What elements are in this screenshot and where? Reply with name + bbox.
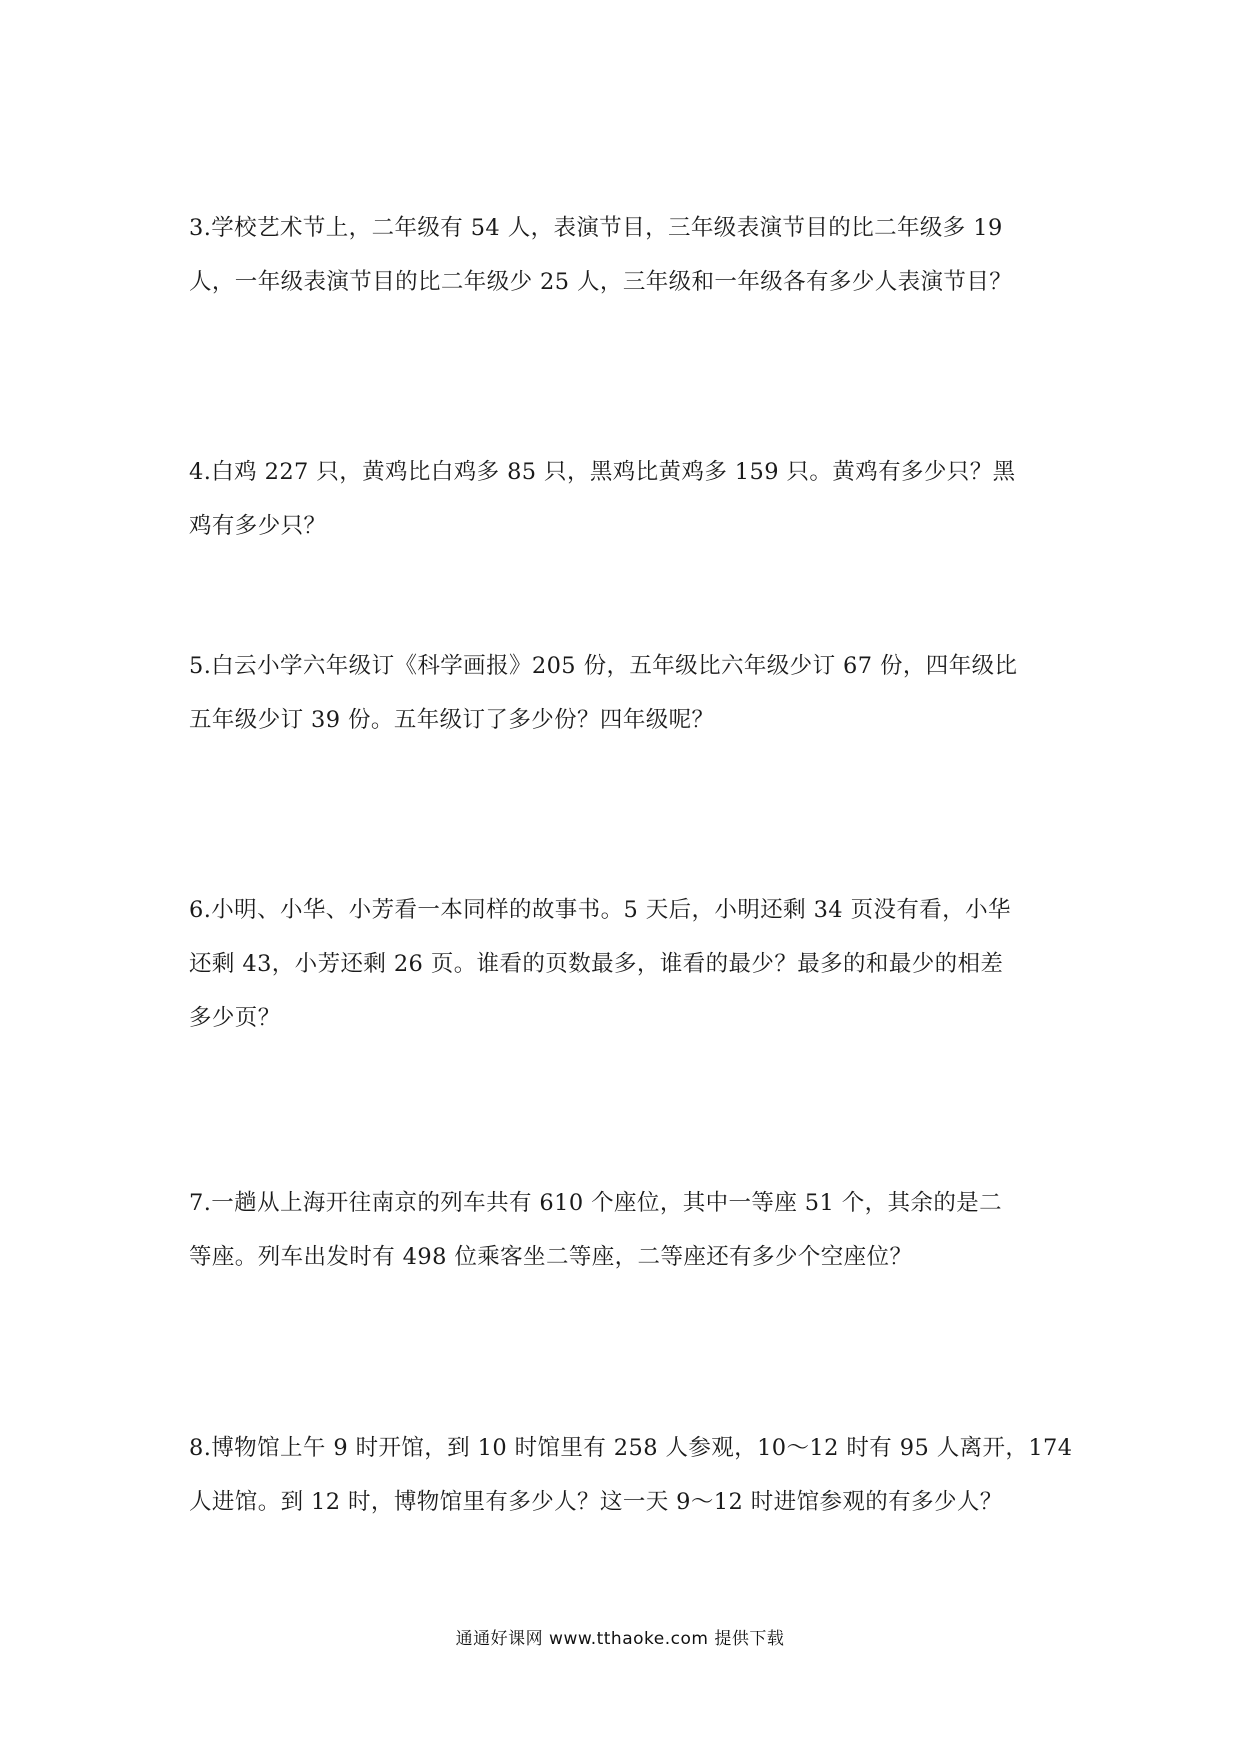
problem-line: 鸡有多少只？ (189, 513, 327, 539)
page-footer: 通通好课网 www.tthaoke.com 提供下载 (455, 1629, 785, 1649)
problem-line: 人进馆。到 12 时，博物馆里有多少人？这一天 9～12 时进馆参观的有多少人？ (189, 1489, 1003, 1515)
problem-line: 等座。列车出发时有 498 位乘客坐二等座，二等座还有多少个空座位？ (189, 1244, 913, 1270)
problem-line: 人，一年级表演节目的比二年级少 25 人，三年级和一年级各有多少人表演节目？ (189, 269, 1013, 295)
problem-5 (189, 639, 1061, 747)
problem-line: 五年级少订 39 份。五年级订了多少份？四年级呢？ (189, 707, 715, 733)
problem-line: 6.小明、小华、小芳看一本同样的故事书。5 天后，小明还剩 34 页没有看，小华 (189, 897, 1011, 923)
problem-line: 4.白鸡 227 只，黄鸡比白鸡多 85 只，黑鸡比黄鸡多 159 只。黄鸡有多少只？黑 (189, 459, 1016, 485)
problem-3 (189, 201, 1061, 309)
problem-line: 7.一趟从上海开往南京的列车共有 610 个座位，其中一等座 51 个，其余的是二 (189, 1190, 1003, 1216)
problem-line: 还剩 43，小芳还剩 26 页。谁看的页数最多，谁看的最少？最多的和最少的相差 (189, 951, 1004, 977)
problem-4 (189, 445, 1061, 553)
problem-8 (189, 1421, 1073, 1529)
problem-line: 多少页？ (189, 1005, 281, 1031)
problem-line: 8.博物馆上午 9 时开馆，到 10 时馆里有 258 人参观，10～12 时有 95 人离开，174 (189, 1435, 1073, 1461)
problem-line: 3.学校艺术节上，二年级有 54 人，表演节目，三年级表演节目的比二年级多 19 (189, 215, 1003, 241)
problem-7 (189, 1176, 1061, 1284)
problem-6 (189, 883, 1061, 1045)
problem-line: 5.白云小学六年级订《科学画报》205 份，五年级比六年级少订 67 份，四年级比 (189, 653, 1018, 679)
